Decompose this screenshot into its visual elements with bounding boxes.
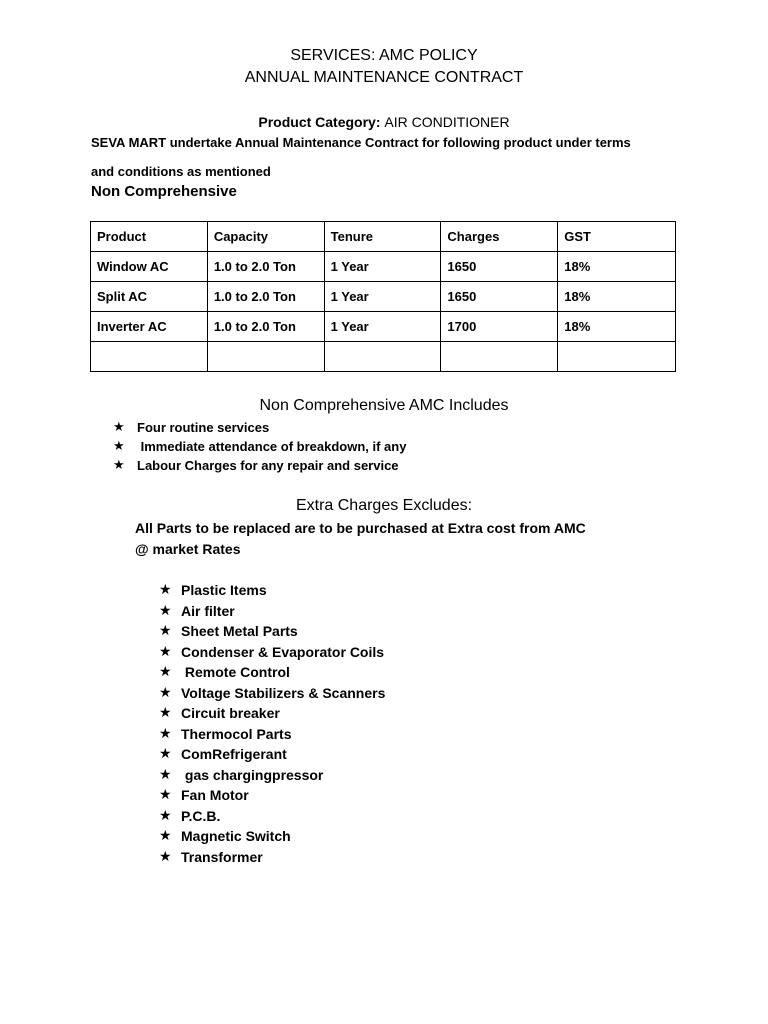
- table-cell: 1650: [441, 252, 558, 282]
- list-item-text: Labour Charges for any repair and service: [137, 458, 399, 473]
- table-cell: 1700: [441, 312, 558, 342]
- table-cell: 1 Year: [324, 282, 441, 312]
- table-cell: 18%: [558, 252, 676, 282]
- excludes-heading: Extra Charges Excludes:: [295, 497, 473, 514]
- list-item-text: Plastic Items: [181, 582, 267, 598]
- table-cell: Window AC: [91, 252, 208, 282]
- star-bullet-icon: ★: [159, 766, 172, 783]
- product-category-value: AIR CONDITIONER: [384, 114, 510, 130]
- star-bullet-icon: ★: [159, 725, 172, 742]
- table-cell: 1.0 to 2.0 Ton: [207, 282, 324, 312]
- list-item-text: Condenser & Evaporator Coils: [181, 643, 385, 660]
- list-item-text: Magnetic Switch: [181, 828, 291, 844]
- excludes-note-line2: @ market Rates: [135, 541, 241, 557]
- list-item-text: Voltage Stabilizers & Scanners: [181, 684, 386, 701]
- table-header-cell: GST: [558, 222, 676, 252]
- star-bullet-icon: ★: [113, 439, 125, 454]
- list-item: [113, 456, 406, 475]
- table-header-cell: Capacity: [207, 222, 324, 252]
- list-item-text: Thermocol Parts: [181, 725, 292, 742]
- table-cell: 18%: [558, 312, 676, 342]
- star-bullet-icon: ★: [159, 848, 172, 865]
- star-bullet-icon: ★: [113, 458, 125, 473]
- includes-list: [113, 418, 406, 475]
- list-item: [113, 418, 406, 437]
- table-cell: [91, 342, 208, 372]
- table-cell: [207, 342, 324, 372]
- list-item-text: Four routine services: [137, 420, 270, 435]
- table-cell: [441, 342, 558, 372]
- table-cell: 1 Year: [324, 312, 441, 342]
- list-item: [159, 826, 385, 847]
- star-bullet-icon: ★: [159, 705, 172, 721]
- list-item-text: Air filter: [181, 602, 235, 619]
- list-item-text: Fan Motor: [181, 787, 249, 803]
- list-item: [159, 580, 385, 601]
- list-item: [159, 744, 385, 765]
- list-item: [159, 847, 385, 868]
- table-cell: [558, 342, 676, 372]
- product-category: [0, 114, 768, 130]
- table-row: [91, 312, 676, 342]
- list-item: [159, 642, 385, 663]
- list-item-text: Circuit breaker: [181, 705, 280, 721]
- intro-text-line2: and conditions as mentioned: [91, 164, 271, 179]
- table-cell: Split AC: [91, 282, 208, 312]
- product-category-label: Product Category:: [258, 114, 381, 130]
- star-bullet-icon: ★: [159, 582, 172, 598]
- includes-heading: Non Comprehensive AMC Includes: [259, 397, 509, 414]
- table-cell: 1 Year: [324, 252, 441, 282]
- list-item: [159, 806, 385, 827]
- list-item: [159, 601, 385, 622]
- page-subtitle: ANNUAL MAINTENANCE CONTRACT: [244, 69, 524, 86]
- list-item: [159, 683, 385, 704]
- list-item: [159, 785, 385, 806]
- table-header-row: [91, 222, 676, 252]
- list-item: [159, 765, 385, 786]
- star-bullet-icon: ★: [159, 746, 172, 762]
- list-item: [159, 724, 385, 745]
- list-item-text: P.C.B.: [181, 807, 221, 824]
- star-bullet-icon: ★: [159, 602, 172, 619]
- page-title: SERVICES: AMC POLICY: [290, 47, 478, 64]
- list-item-text: Remote Control: [181, 664, 290, 680]
- table-row: [91, 282, 676, 312]
- list-item: [159, 662, 385, 683]
- table-cell: Inverter AC: [91, 312, 208, 342]
- table-cell: 1.0 to 2.0 Ton: [207, 312, 324, 342]
- list-item-text: Immediate attendance of breakdown, if any: [137, 439, 407, 454]
- excludes-list: [159, 580, 385, 867]
- list-item: [113, 437, 406, 456]
- amc-charges-table: [90, 221, 676, 372]
- table-cell: [324, 342, 441, 372]
- list-item-text: Transformer: [181, 848, 263, 865]
- star-bullet-icon: ★: [159, 623, 172, 639]
- list-item: [159, 703, 385, 724]
- table-row: [91, 252, 676, 282]
- star-bullet-icon: ★: [113, 420, 125, 435]
- table-cell: 1650: [441, 282, 558, 312]
- list-item-text: Sheet Metal Parts: [181, 623, 298, 639]
- star-bullet-icon: ★: [159, 787, 172, 803]
- table-cell: 1.0 to 2.0 Ton: [207, 252, 324, 282]
- list-item-text: gas chargingpressor: [181, 766, 324, 783]
- star-bullet-icon: ★: [159, 807, 172, 824]
- star-bullet-icon: ★: [159, 664, 172, 680]
- table-row-empty: [91, 342, 676, 372]
- star-bullet-icon: ★: [159, 828, 172, 844]
- table-header-cell: Product: [91, 222, 208, 252]
- star-bullet-icon: ★: [159, 684, 172, 701]
- excludes-note-line1: All Parts to be replaced are to be purchased at Extra cost from AMC: [135, 520, 586, 536]
- table-cell: 18%: [558, 282, 676, 312]
- intro-text-line1: SEVA MART undertake Annual Maintenance Contract for following product under terms: [91, 135, 631, 150]
- plan-type-heading: Non Comprehensive: [91, 183, 237, 200]
- star-bullet-icon: ★: [159, 643, 172, 660]
- list-item: [159, 621, 385, 642]
- list-item-text: ComRefrigerant: [181, 746, 287, 762]
- table-header-cell: Tenure: [324, 222, 441, 252]
- table-header-cell: Charges: [441, 222, 558, 252]
